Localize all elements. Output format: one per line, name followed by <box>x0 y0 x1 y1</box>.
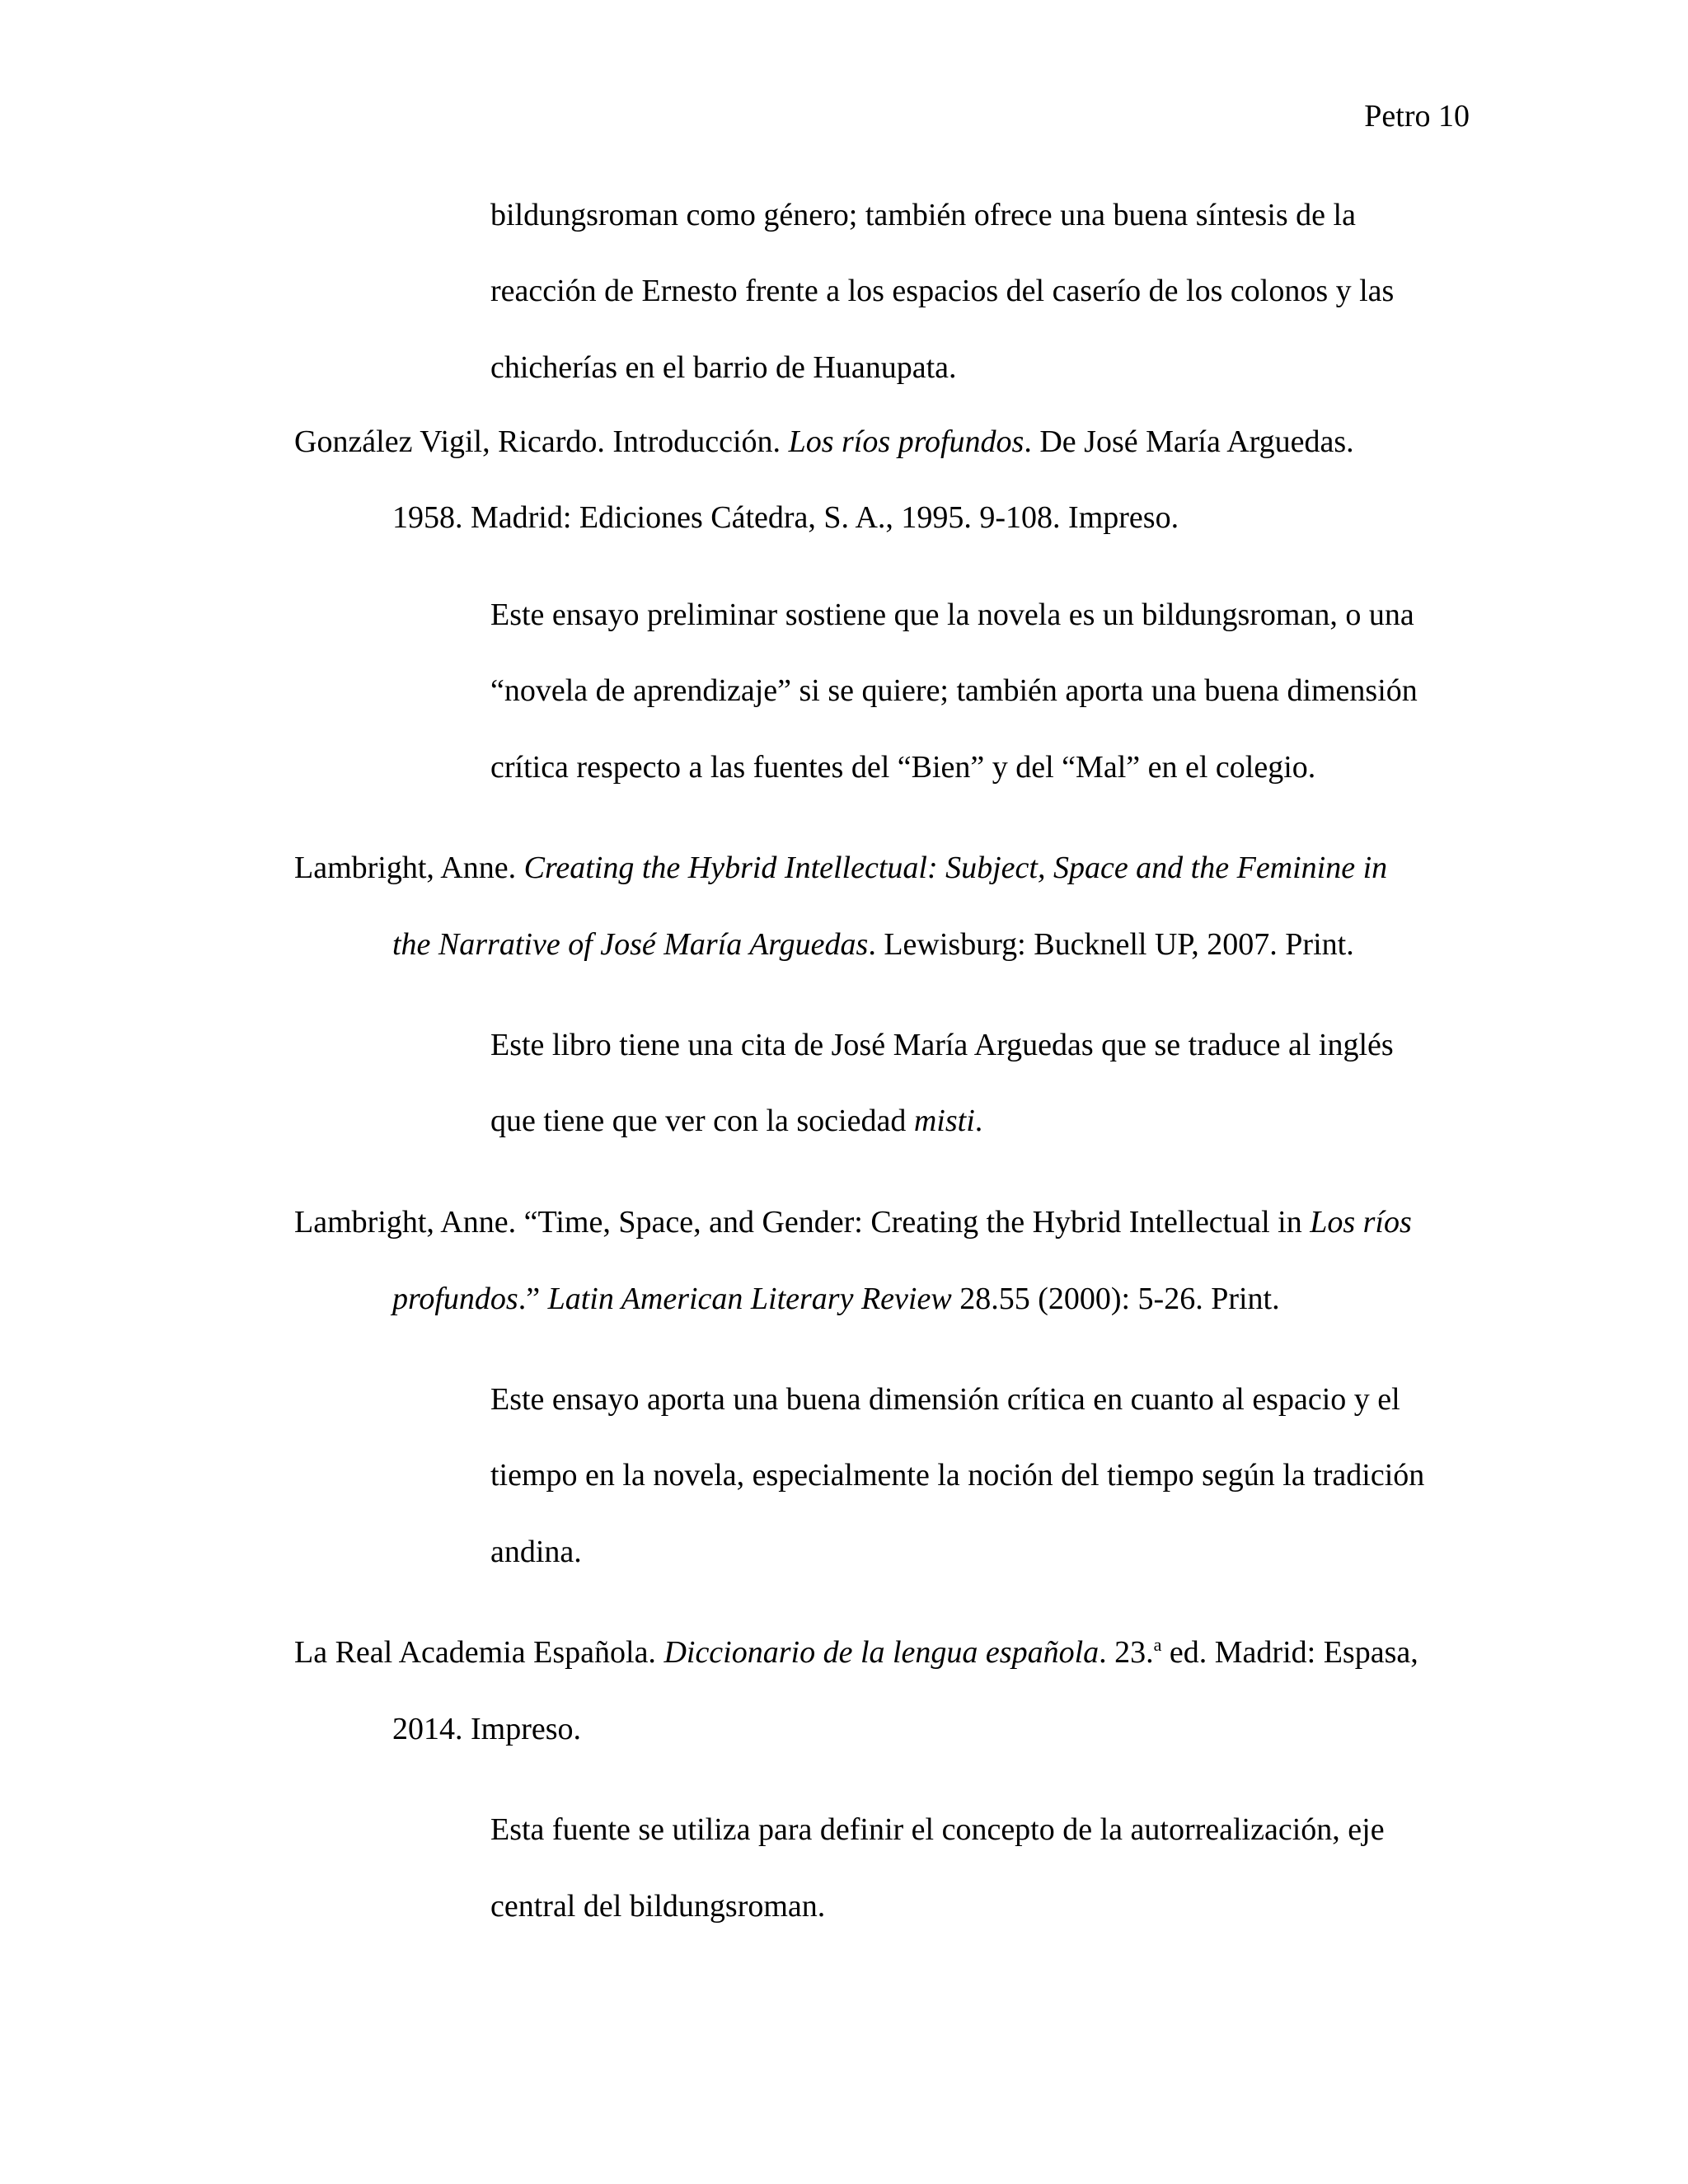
citation-text: .” <box>518 1282 548 1316</box>
citation-text: González Vigil, Ricardo. Introducción. <box>294 424 789 459</box>
annotation-text: que tiene que ver con la sociedad <box>490 1104 914 1138</box>
annotation-line: central del bildungsroman. <box>490 1889 826 1924</box>
annotation-text: . <box>974 1104 983 1138</box>
citation-title: profundos <box>392 1282 518 1316</box>
annotation-line: Este ensayo aporta una buena dimensión crítica en cuanto al espacio y el <box>490 1382 1400 1417</box>
citation-title: Creating the Hybrid Intellectual: Subject, Space and the Feminine in <box>523 851 1388 885</box>
citation-continuation: 2014. Impreso. <box>392 1712 582 1746</box>
citation-title: Diccionario de la lengua española <box>663 1635 1100 1670</box>
citation-text: . 23. <box>1099 1635 1154 1670</box>
citation-title: Los ríos profundos <box>788 424 1025 459</box>
annotation-line: tiempo en la novela, especialmente la noción del tiempo según la tradición <box>490 1458 1425 1493</box>
citation-lambright-book <box>294 849 1387 887</box>
citation-continuation: 1958. Madrid: Ediciones Cátedra, S. A., 1995. 9-108. Impreso. <box>392 500 1179 535</box>
annotation-line: andina. <box>490 1535 582 1569</box>
annotation-line: reacción de Ernesto frente a los espacios del caserío de los colonos y las <box>490 274 1395 308</box>
citation-gonzalez-vigil <box>294 423 1354 461</box>
annotation-line <box>490 1102 982 1140</box>
annotation-line: Esta fuente se utiliza para definir el concepto de la autorrealización, eje <box>490 1812 1385 1847</box>
citation-continuation <box>392 926 1354 963</box>
citation-text: Lambright, Anne. <box>294 851 524 885</box>
citation-text: ed. Madrid: Espasa, <box>1161 1635 1418 1670</box>
annotation-line: “novela de aprendizaje” si se quiere; también aporta una buena dimensión <box>490 673 1418 708</box>
citation-text: . Lewisburg: Bucknell UP, 2007. Print. <box>868 927 1354 962</box>
citation-text: 28.55 (2000): 5-26. Print. <box>951 1282 1280 1316</box>
annotation-line: bildungsroman como género; también ofrece una buena síntesis de la <box>490 198 1356 232</box>
citation-text: Lambright, Anne. “Time, Space, and Gender: Creating the Hybrid Intellectual in <box>294 1205 1311 1240</box>
ordinal-superscript: a <box>1153 1634 1162 1655</box>
running-head: Petro 10 <box>1364 99 1470 134</box>
annotation-line: Este libro tiene una cita de José María Arguedas que se traduce al inglés <box>490 1028 1394 1062</box>
annotation-line: chicherías en el barrio de Huanupata. <box>490 350 957 385</box>
citation-rae <box>294 1633 1418 1671</box>
citation-text: La Real Academia Española. <box>294 1635 664 1670</box>
citation-title: Los ríos <box>1310 1205 1412 1240</box>
annotation-line: Este ensayo preliminar sostiene que la novela es un bildungsroman, o una <box>490 598 1414 632</box>
citation-continuation <box>392 1280 1280 1318</box>
annotation-italic: misti <box>913 1104 975 1138</box>
citation-lambright-article <box>294 1203 1412 1241</box>
journal-title: Latin American Literary Review <box>547 1282 952 1316</box>
citation-text: . De José María Arguedas. <box>1024 424 1354 459</box>
annotation-line: crítica respecto a las fuentes del “Bien” y del “Mal” en el colegio. <box>490 750 1316 785</box>
citation-title: the Narrative of José María Arguedas <box>392 927 869 962</box>
